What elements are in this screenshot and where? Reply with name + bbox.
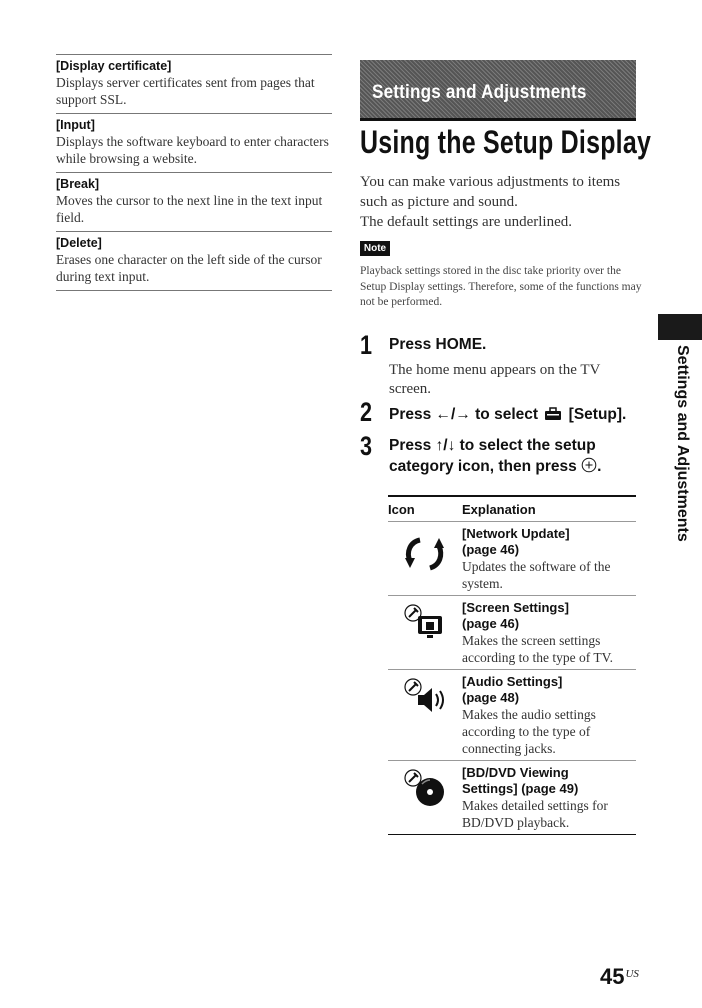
note-badge: Note	[360, 241, 390, 256]
row-desc: Makes the audio settings according to the type of connecting jacks.	[462, 707, 596, 756]
definition-desc: Moves the cursor to the next line in the text input field.	[56, 193, 323, 225]
definition-term: [Delete]	[56, 236, 102, 250]
definition-term: [Display certificate]	[56, 59, 172, 73]
definition-entry	[56, 231, 332, 291]
step-text-end: .	[597, 458, 602, 475]
bd-dvd-settings-icon	[396, 767, 456, 817]
definition-entry	[56, 113, 332, 172]
intro-line: You can make various adjustments to items such as picture and sound.	[360, 174, 621, 210]
row-page-ref: (page 46)	[462, 542, 520, 557]
setup-category-table	[388, 495, 636, 835]
row-title: [BD/DVD Viewing	[462, 765, 569, 780]
row-title: [Screen Settings]	[462, 600, 569, 615]
definition-desc: Displays server certificates sent from pages that support SSL.	[56, 75, 315, 107]
step-number: 1	[360, 330, 373, 360]
audio-settings-icon	[396, 676, 456, 726]
section-banner-label: Settings and Adjustments	[372, 82, 587, 103]
row-title: [Audio Settings]	[462, 674, 563, 689]
step-number: 3	[360, 431, 373, 461]
enter-button-icon	[581, 457, 597, 473]
definition-term: [Break]	[56, 177, 100, 191]
table-row	[388, 522, 636, 596]
toolbox-setup-icon	[544, 407, 562, 421]
section-tab-label: Settings and Adjustments	[674, 345, 691, 542]
definition-entry	[56, 172, 332, 231]
definitions-list	[56, 54, 332, 291]
row-title: [Network Update]	[462, 526, 570, 541]
step-description: The home menu appears on the TV screen.	[389, 362, 601, 397]
step-instruction	[389, 405, 626, 425]
step-text-before: category icon, then press	[389, 458, 577, 475]
row-page-ref: (page 48)	[462, 690, 520, 705]
screen-settings-icon	[396, 602, 456, 652]
table-header-explanation: Explanation	[462, 502, 536, 517]
table-header-icon: Icon	[388, 502, 415, 517]
table-row	[388, 761, 636, 835]
row-desc: Makes detailed settings for BD/DVD playback.	[462, 798, 608, 830]
step-text-after: [Setup].	[568, 406, 627, 423]
note-text: Playback settings stored in the disc take priority over the Setup Display settings. Therefore, some of the functions may not be performed.	[360, 265, 642, 308]
row-desc: Updates the software of the system.	[462, 559, 611, 591]
step-instruction: Press HOME.	[389, 336, 487, 353]
row-page-ref: Settings] (page 49)	[462, 781, 579, 796]
step-instruction-line: Press ↑/↓ to select the setup	[389, 437, 596, 454]
intro-text	[360, 172, 645, 232]
definition-entry	[56, 54, 332, 113]
definition-desc: Erases one character on the left side of the cursor during text input.	[56, 252, 322, 284]
row-desc: Makes the screen settings according to the type of TV.	[462, 633, 613, 665]
section-tab-marker	[658, 314, 702, 340]
section-banner	[360, 60, 636, 121]
step-text-before: Press ←/→ to select	[389, 406, 539, 423]
definition-term: [Input]	[56, 118, 95, 132]
definition-desc: Displays the software keyboard to enter characters while browsing a website.	[56, 134, 329, 166]
page-number-value: 45	[600, 964, 625, 989]
table-header	[388, 495, 636, 522]
page-title: Using the Setup Display	[360, 124, 652, 160]
intro-line: The default settings are underlined.	[360, 214, 573, 230]
step-number: 2	[360, 397, 373, 427]
network-update-icon	[396, 528, 456, 578]
page-number	[600, 964, 639, 990]
page-number-suffix: US	[625, 968, 639, 980]
step-instruction-line	[389, 457, 601, 477]
table-row	[388, 670, 636, 761]
row-page-ref: (page 46)	[462, 616, 520, 631]
table-row	[388, 596, 636, 670]
